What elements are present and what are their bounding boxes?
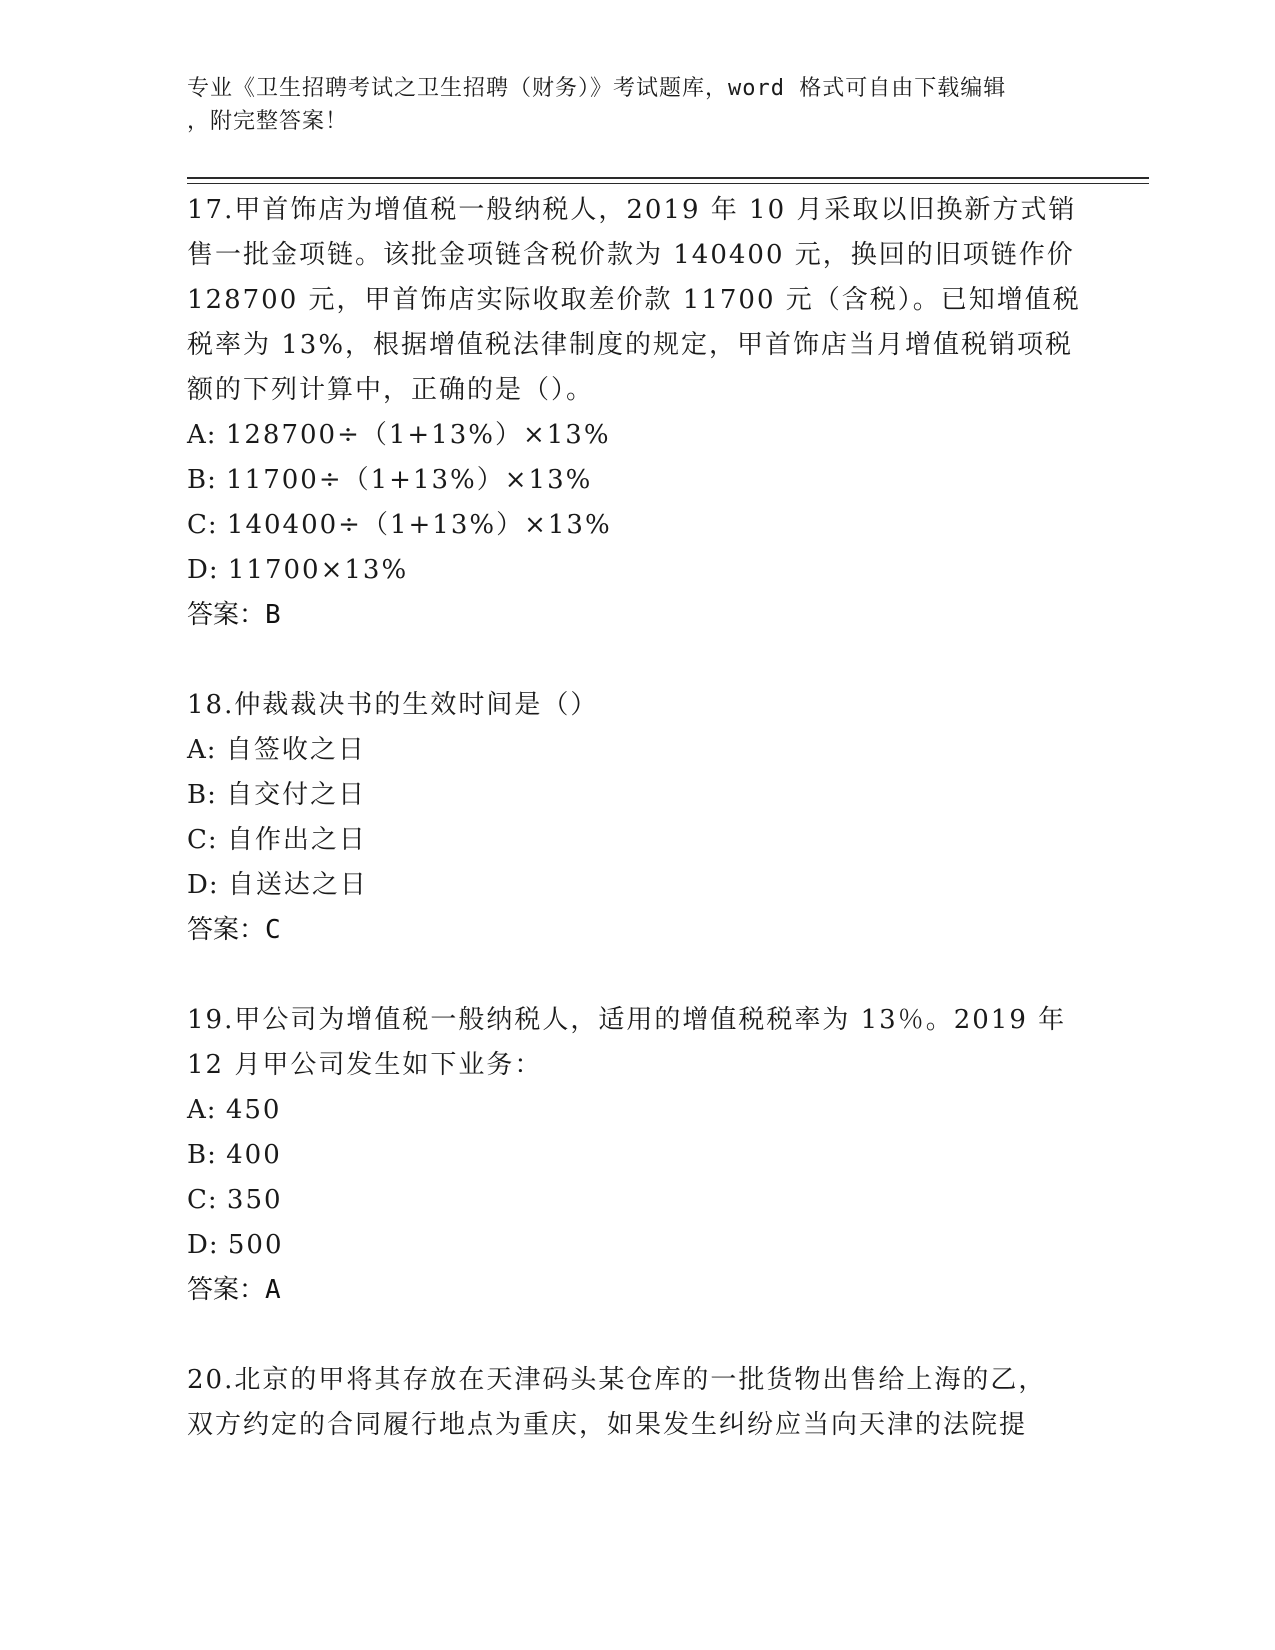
option-text: 128700÷（1+13%）×13%	[225, 420, 611, 450]
option-letter: D:	[187, 870, 219, 900]
question-stem-line: 19.甲公司为增值税一般纳税人，适用的增值税税率为 13％。2019 年	[187, 1005, 1067, 1035]
option-text: 400	[226, 1140, 282, 1170]
option-a	[187, 1088, 1087, 1133]
header-line-2: ，附完整答案！	[187, 109, 349, 134]
question-stem-line: 税率为 13%，根据增值税法律制度的规定，甲首饰店当月增值税销项税	[187, 330, 1074, 360]
option-d	[187, 548, 1087, 593]
question-19	[187, 998, 1087, 1313]
question-stem-line: 双方约定的合同履行地点为重庆，如果发生纠纷应当向天津的法院提	[187, 1410, 1028, 1440]
option-a	[187, 413, 1087, 458]
question-20	[187, 1358, 1087, 1448]
option-b	[187, 773, 1087, 818]
option-letter: C:	[187, 510, 218, 540]
option-letter: B:	[187, 780, 217, 810]
option-text: 350	[226, 1185, 283, 1215]
option-d	[187, 863, 1087, 908]
option-text: 11700×13%	[227, 555, 409, 585]
question-spacer	[187, 1313, 1087, 1358]
option-letter: A:	[187, 420, 217, 450]
question-stem-line: 20.北京的甲将其存放在天津码头某仓库的一批货物出售给上海的乙，	[187, 1365, 1047, 1395]
option-letter: C:	[187, 825, 218, 855]
header-divider-thick	[187, 177, 1149, 179]
answer-line: 答案：A	[187, 1275, 281, 1305]
question-stem-line: 额的下列计算中，正确的是（）。	[187, 375, 595, 405]
option-a	[187, 728, 1087, 773]
option-letter: C:	[187, 1185, 218, 1215]
option-text: 自送达之日	[227, 870, 368, 900]
question-list	[187, 188, 1087, 1448]
answer-line: 答案：C	[187, 915, 281, 945]
option-letter: D:	[187, 1230, 219, 1260]
document-header	[187, 72, 1087, 138]
question-stem-line: 128700 元，甲首饰店实际收取差价款 11700 元（含税）。已知增值税	[187, 285, 1081, 315]
question-stem-line: 18.仲裁裁决书的生效时间是（）	[187, 690, 599, 720]
question-17	[187, 188, 1087, 638]
option-c	[187, 1178, 1087, 1223]
option-text: 11700÷（1+13%）×13%	[226, 465, 593, 495]
option-letter: A:	[187, 735, 217, 765]
option-b	[187, 458, 1087, 503]
option-text: 140400÷（1+13%）×13%	[226, 510, 612, 540]
option-d	[187, 1223, 1087, 1268]
option-c	[187, 503, 1087, 548]
option-text: 自作出之日	[226, 825, 367, 855]
option-b	[187, 1133, 1087, 1178]
option-letter: B:	[187, 465, 217, 495]
question-stem-line: 12 月甲公司发生如下业务：	[187, 1050, 543, 1080]
answer-line: 答案：B	[187, 600, 281, 630]
header-line-1: 专业《卫生招聘考试之卫生招聘（财务）》考试题库，word 格式可自由下载编辑	[187, 76, 1007, 101]
option-letter: B:	[187, 1140, 217, 1170]
option-text: 450	[225, 1095, 282, 1125]
question-stem-line: 17.甲首饰店为增值税一般纳税人，2019 年 10 月采取以旧换新方式销	[187, 195, 1077, 225]
question-spacer	[187, 638, 1087, 683]
question-spacer	[187, 953, 1087, 998]
option-text: 500	[227, 1230, 284, 1260]
option-letter: A:	[187, 1095, 217, 1125]
option-letter: D:	[187, 555, 219, 585]
option-text: 自签收之日	[225, 735, 366, 765]
question-stem-line: 售一批金项链。该批金项链含税价款为 140400 元，换回的旧项链作价	[187, 240, 1075, 270]
option-text: 自交付之日	[226, 780, 367, 810]
question-18	[187, 683, 1087, 953]
option-c	[187, 818, 1087, 863]
header-divider-thin	[187, 183, 1149, 184]
